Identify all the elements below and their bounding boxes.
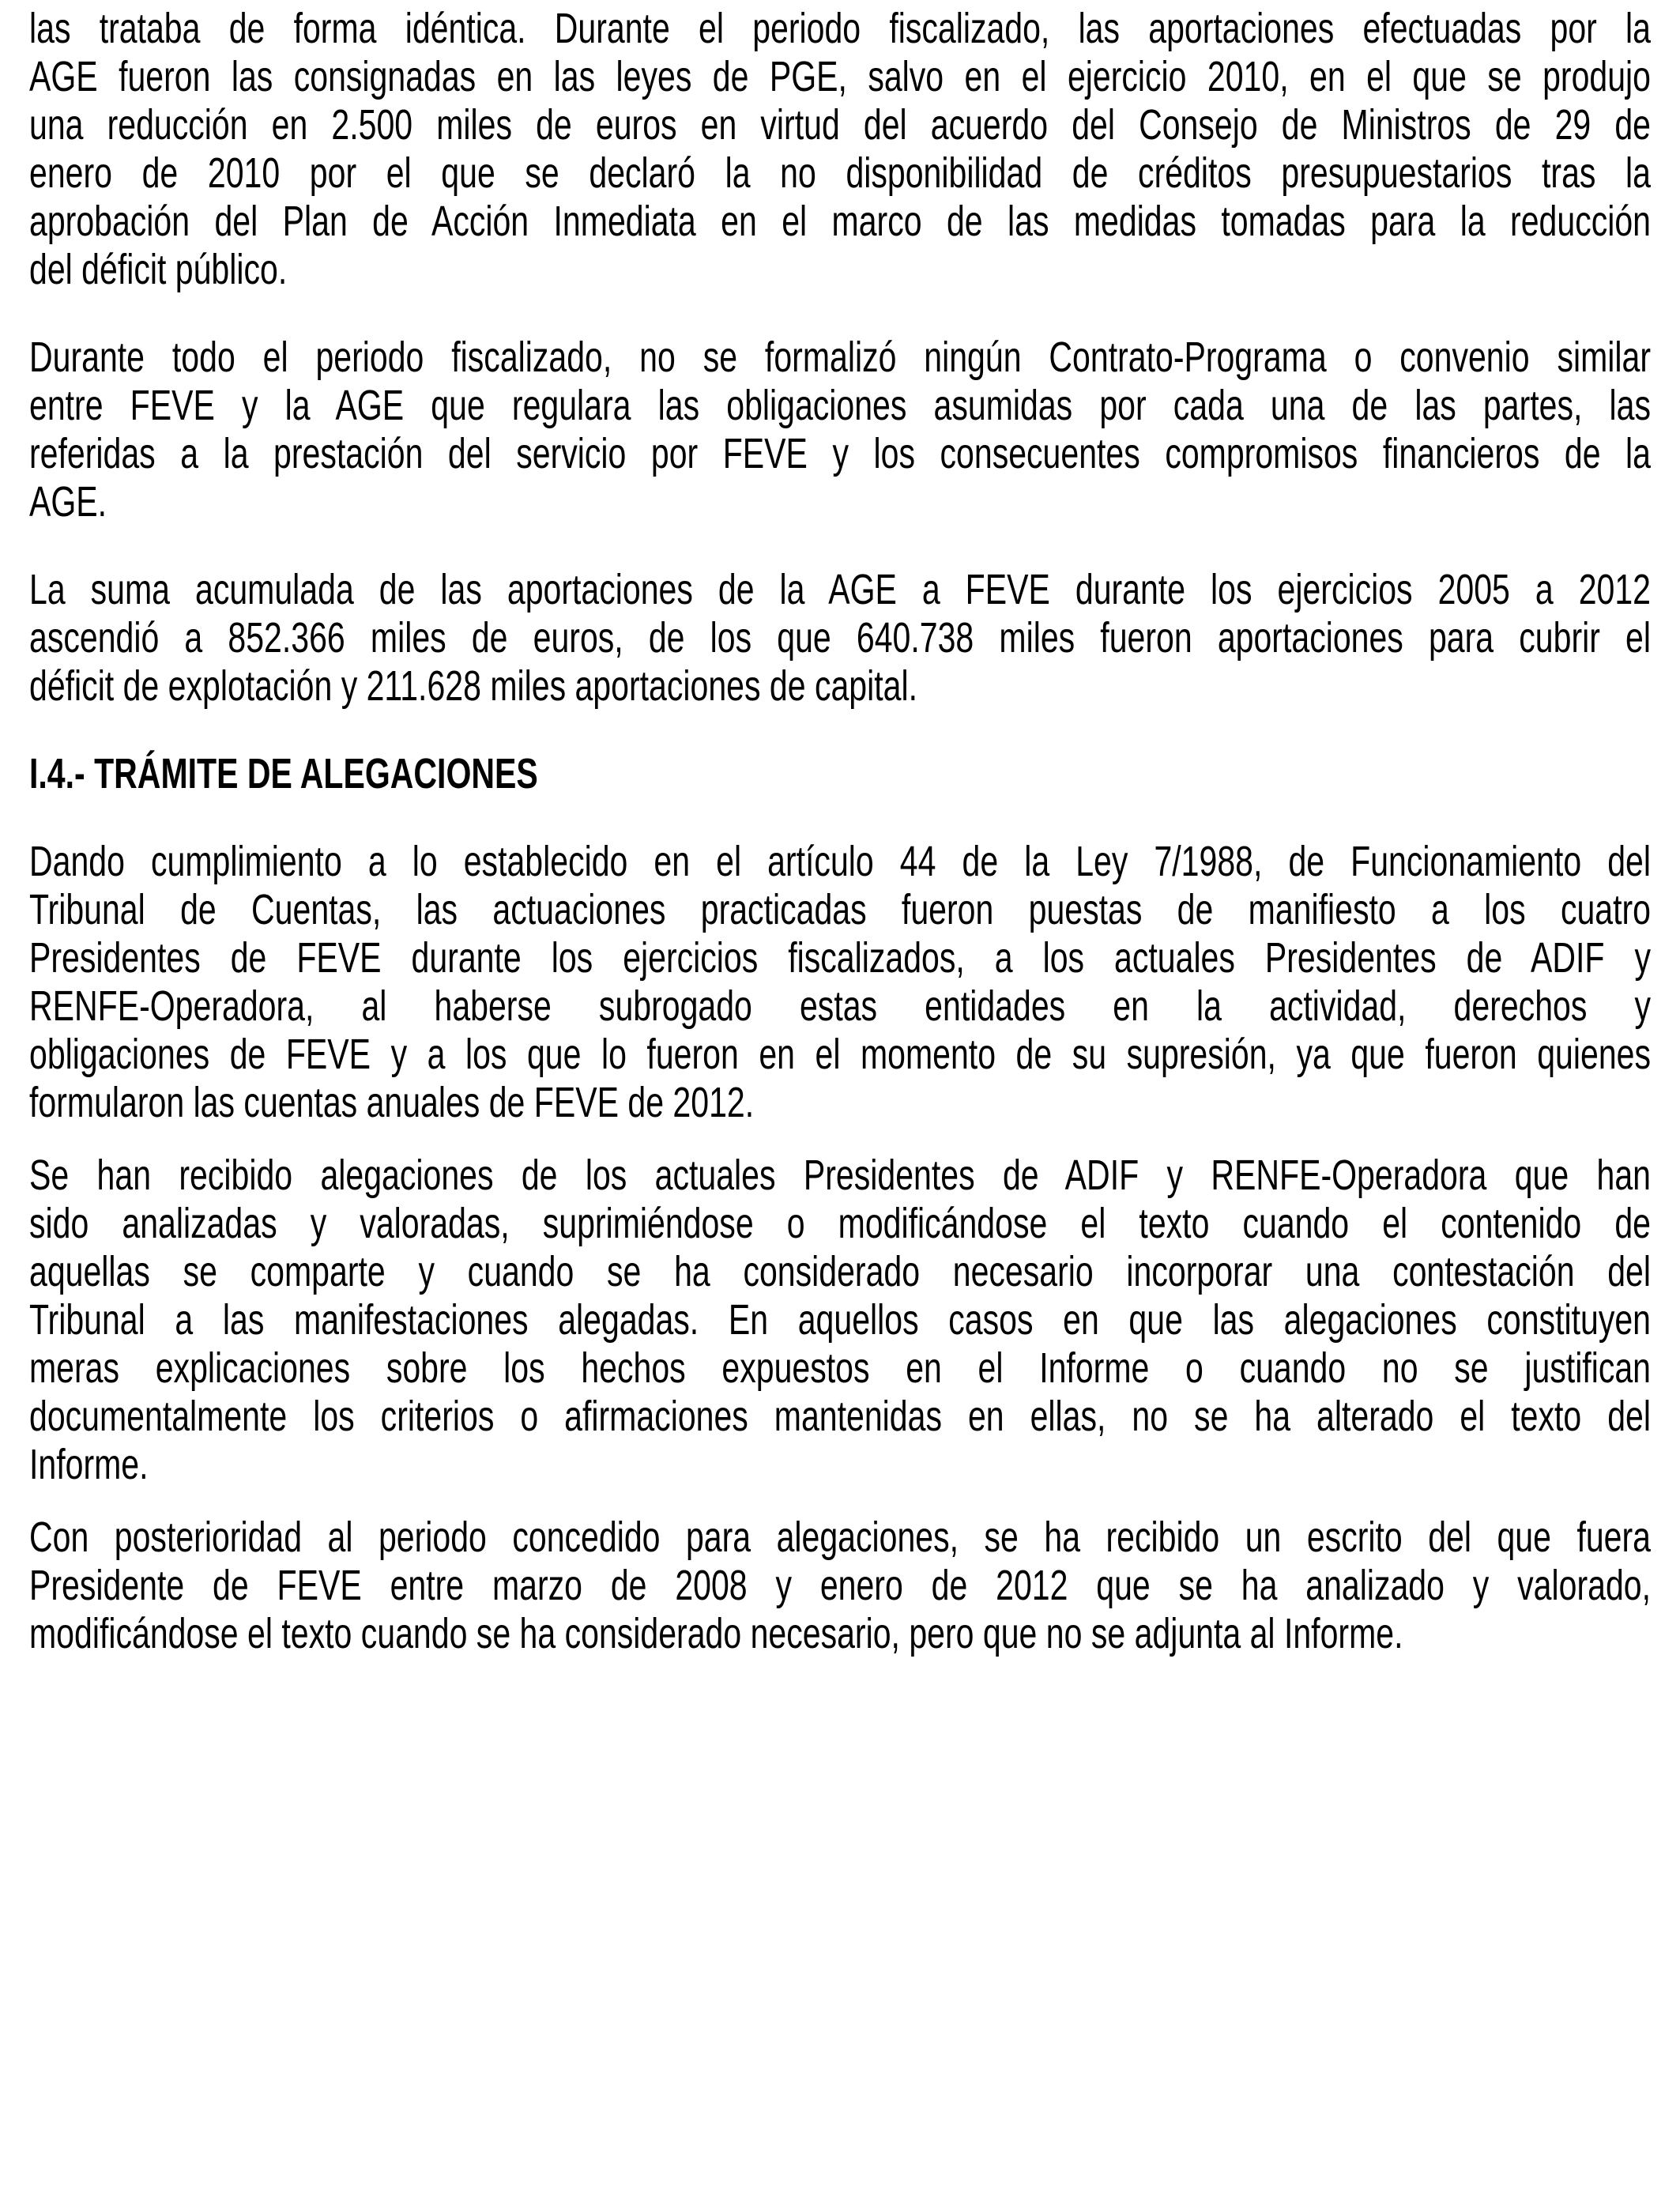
text-line: enero de 2010 por el que se declaró la no disponibilidad de créditos presupuestarios tras la <box>29 149 1651 197</box>
text-line: del déficit público. <box>29 246 288 293</box>
text-line: entre FEVE y la AGE que regulara las obligaciones asumidas por cada una de las partes, las <box>29 382 1651 429</box>
text-line: déficit de explotación y 211.628 miles aportaciones de capital. <box>29 662 917 710</box>
paragraph-3 <box>29 566 1651 711</box>
text-line: una reducción en 2.500 miles de euros en virtud del acuerdo del Consejo de Ministros de 29 de <box>29 101 1651 149</box>
paragraph-1 <box>29 5 1651 294</box>
text-line: las trataba de forma idéntica. Durante el periodo fiscalizado, las aportaciones efectuadas por la <box>29 5 1651 52</box>
text-line: Presidentes de FEVE durante los ejercicios fiscalizados, a los actuales Presidentes de ADIF y <box>29 934 1651 982</box>
text-line: Con posterioridad al periodo concedido para alegaciones, se ha recibido un escrito del que fuera <box>29 1514 1651 1561</box>
text-column <box>29 5 1651 1658</box>
text-line: Informe. <box>29 1441 149 1488</box>
paragraph-4 <box>29 838 1651 1127</box>
text-line: La suma acumulada de las aportaciones de la AGE a FEVE durante los ejercicios 2005 a 2012 <box>29 566 1651 613</box>
text-line: aprobación del Plan de Acción Inmediata en el marco de las medidas tomadas para la reducción <box>29 198 1651 245</box>
text-line: modificándose el texto cuando se ha considerado necesario, pero que no se adjunta al Informe. <box>29 1610 1403 1657</box>
text-line: obligaciones de FEVE y a los que lo fueron en el momento de su supresión, ya que fueron quienes <box>29 1031 1651 1078</box>
text-line: Tribunal de Cuentas, las actuaciones practicadas fueron puestas de manifiesto a los cuatro <box>29 886 1651 933</box>
paragraph-6 <box>29 1514 1651 1658</box>
text-line: documentalmente los criterios o afirmaciones mantenidas en ellas, no se ha alterado el texto del <box>29 1393 1651 1440</box>
text-line: Se han recibido alegaciones de los actuales Presidentes de ADIF y RENFE-Operadora que han <box>29 1152 1651 1199</box>
text-line: AGE. <box>29 478 107 526</box>
text-line: sido analizadas y valoradas, suprimiéndose o modificándose el texto cuando el contenido de <box>29 1200 1651 1247</box>
text-line: Presidente de FEVE entre marzo de 2008 y enero de 2012 que se ha analizado y valorado, <box>29 1562 1651 1609</box>
text-line: Tribunal a las manifestaciones alegadas. En aquellos casos en que las alegaciones constituyen <box>29 1296 1651 1344</box>
paragraph-2 <box>29 334 1651 526</box>
section-heading: I.4.- TRÁMITE DE ALEGACIONES <box>29 750 538 797</box>
text-line: RENFE-Operadora, al haberse subrogado estas entidades en la actividad, derechos y <box>29 982 1651 1030</box>
text-line: ascendió a 852.366 miles de euros, de los que 640.738 miles fueron aportaciones para cubrir el <box>29 614 1651 662</box>
page-content <box>29 5 1680 1658</box>
text-line: referidas a la prestación del servicio por FEVE y los consecuentes compromisos financieros de la <box>29 430 1651 477</box>
text-line: AGE fueron las consignadas en las leyes de PGE, salvo en el ejercicio 2010, en el que se produjo <box>29 53 1651 100</box>
text-line: formularon las cuentas anuales de FEVE de 2012. <box>29 1079 755 1126</box>
text-line: meras explicaciones sobre los hechos expuestos en el Informe o cuando no se justifican <box>29 1344 1651 1392</box>
text-line: Dando cumplimiento a lo establecido en el artículo 44 de la Ley 7/1988, de Funcionamiento del <box>29 838 1651 885</box>
text-line: aquellas se comparte y cuando se ha considerado necesario incorporar una contestación del <box>29 1248 1651 1295</box>
paragraph-5 <box>29 1152 1651 1489</box>
text-line: Durante todo el periodo fiscalizado, no se formalizó ningún Contrato-Programa o convenio similar <box>29 334 1651 381</box>
